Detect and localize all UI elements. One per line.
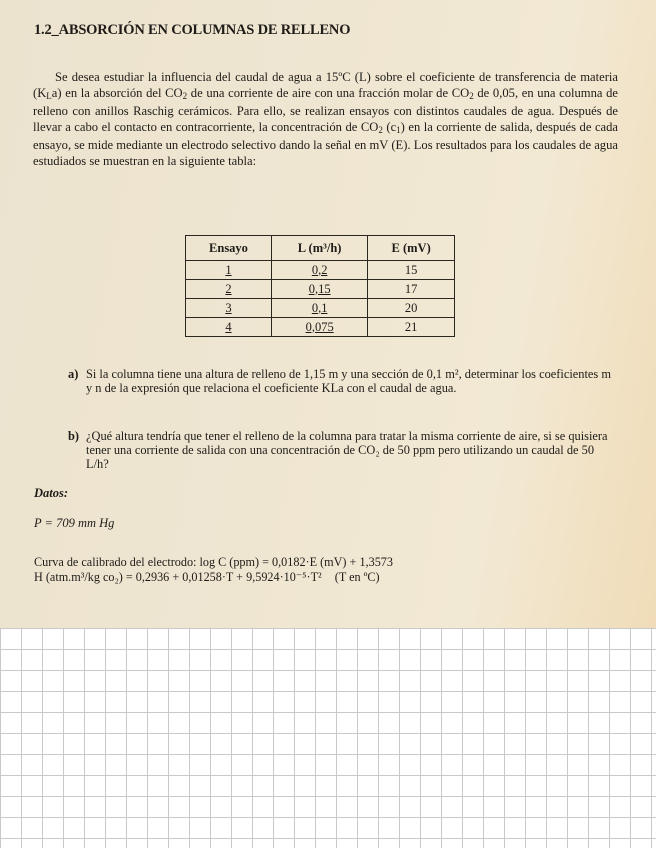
results-table bbox=[185, 235, 455, 337]
header-caudal: L (m³/h) bbox=[271, 236, 367, 261]
cell-ensayo: 2 bbox=[186, 280, 272, 299]
question-a-text: Si la columna tiene una altura de relleno de 1,15 m y una sección de 0,1 m², determinar los coeficientes m y n de la expresión que relaciona el coeficiente KLa con el caudal de agua. bbox=[86, 367, 611, 395]
cell-senal: 17 bbox=[368, 280, 455, 299]
cell-caudal: 0,2 bbox=[271, 261, 367, 280]
header-senal: E (mV) bbox=[368, 236, 455, 261]
table-row bbox=[186, 318, 455, 337]
cell-ensayo: 4 bbox=[186, 318, 272, 337]
question-a-label: a) bbox=[68, 367, 79, 381]
question-a bbox=[68, 367, 614, 395]
henry-equation bbox=[34, 570, 380, 585]
question-b-label: b) bbox=[68, 429, 80, 443]
intro-paragraph: Se desea estudiar la influencia del caudal de agua a 15ºC (L) sobre el coeficiente de transferencia de materia $(K_La)$ en la absorción del $CO_2$ de una corriente de aire con una fracción molar de $CO_2$ de 0,05, en una columna de relleno con anillos Raschig cerámicos. Para ello, se realizan ensayos con distintos caudales de agua. Después de llevar a cabo el contacto en contracorriente, la concentración de $CO_2$ $(c_1)$ en la corriente de salida, después de cada ensayo, se mide mediante un electrodo selectivo dando la señal en mV (E). Los resultados para los caudales de agua estudiados se muestran en la siguiente tabla: bbox=[33, 70, 619, 168]
cell-caudal: 0,15 bbox=[271, 280, 367, 299]
table-header-row bbox=[186, 236, 455, 261]
cell-ensayo: 1 bbox=[186, 261, 272, 280]
pressure-value: P = 709 mm Hg bbox=[34, 516, 115, 530]
henry-unit: (T en ºC) bbox=[334, 570, 380, 584]
question-b bbox=[68, 429, 614, 471]
cell-caudal: 0,075 bbox=[271, 318, 367, 337]
question-b-text: ¿Qué altura tendría que tener el relleno de la columna para tratar la misma corriente de aire, si se quisiera tener una corriente de salida con una concentración de CO₂ de 50 ppm pero utilizando un caudal de 50 L/h? bbox=[86, 429, 608, 471]
header-ensayo: Ensayo bbox=[186, 236, 272, 261]
datos-heading: Datos: bbox=[34, 486, 69, 500]
table-row bbox=[186, 261, 455, 280]
cell-senal: 15 bbox=[368, 261, 455, 280]
page-title: 1.2_ABSORCIÓN EN COLUMNAS DE RELLENO bbox=[34, 22, 351, 38]
cell-senal: 20 bbox=[368, 299, 455, 318]
table-row bbox=[186, 299, 455, 318]
calibration-equation: Curva de calibrado del electrodo: log C (ppm) = 0,0182·E (mV) + 1,3573 bbox=[34, 555, 393, 569]
henry-formula: H (atm.m³/kg co₂) = 0,2936 + 0,01258·T + 9,5924·10⁻⁵·T² bbox=[34, 570, 322, 584]
grid-paper-background bbox=[0, 628, 656, 848]
table-row bbox=[186, 280, 455, 299]
cell-caudal: 0,1 bbox=[271, 299, 367, 318]
cell-ensayo: 3 bbox=[186, 299, 272, 318]
cell-senal: 21 bbox=[368, 318, 455, 337]
